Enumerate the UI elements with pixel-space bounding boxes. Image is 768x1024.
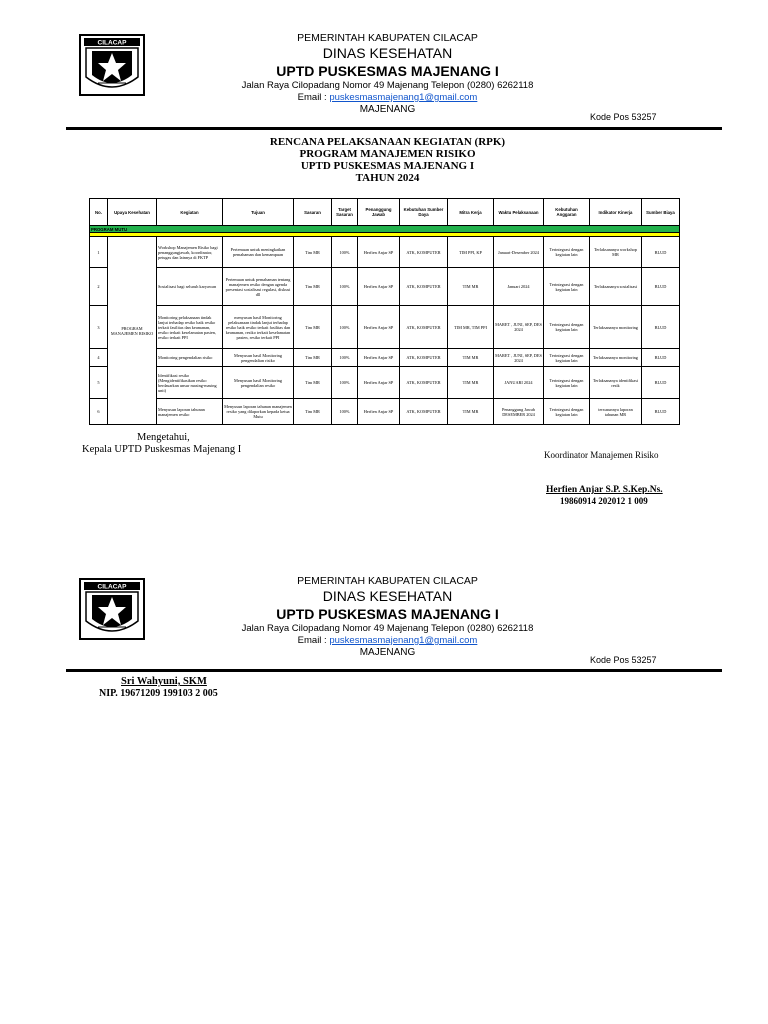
cell-target: 100% (332, 349, 358, 367)
logo-text-2: CILACAP (97, 583, 127, 591)
cell-anggaran: Terintegrasi dengan kegiatan lain (544, 349, 590, 367)
cell-sasaran: Tim MR (294, 349, 332, 367)
letterhead-2 (160, 575, 615, 659)
col-mitra: Mitra Kerja (448, 199, 494, 226)
approval-label: Mengetahui, (137, 432, 190, 443)
col-biaya: Sumber Biaya (642, 199, 680, 226)
org-name-2: UPTD PUSKESMAS MAJENANG I (276, 606, 499, 622)
cell-indikator: Terlaksananya workshop MR (590, 237, 642, 268)
table-row (90, 349, 680, 367)
cell-sumber-daya: ATK, KOMPUTER (400, 367, 448, 399)
col-kegiatan: Kegiatan (157, 199, 223, 226)
program-label: PROGRAM MUTU (90, 226, 680, 233)
cell-pj: Herfien Anjar SP (358, 237, 400, 268)
cell-kegiatan: Sosialisasi bagi seluruh karyawan (157, 268, 223, 306)
postal-code-2: Kode Pos 53257 (590, 655, 657, 665)
city: MAJENANG (359, 104, 416, 115)
cell-indikator: tersusunnya laporan tahunan MR (590, 399, 642, 425)
postal-code: Kode Pos 53257 (590, 112, 657, 122)
cell-no: 3 (90, 306, 108, 349)
head-title: Kepala UPTD Puskesmas Majenang I (82, 444, 242, 455)
cell-target: 100% (332, 306, 358, 349)
cell-biaya: BLUD (642, 237, 680, 268)
cell-sumber-daya: ATK, KOMPUTER (400, 399, 448, 425)
email-label: Email : (297, 92, 330, 103)
cell-target: 100% (332, 268, 358, 306)
cell-indikator: Terlaksananya monitoring (590, 306, 642, 349)
table-row (90, 399, 680, 425)
cell-biaya: BLUD (642, 268, 680, 306)
cell-sasaran: Tim MR (294, 399, 332, 425)
address-2: Jalan Raya Cilopadang Nomor 49 Majenang Telepon (0280) 6262118 (241, 623, 534, 634)
cell-tujuan: Menyusun laporan tahunan manajemen resiko yang dilaporkan kepada ketua Mutu (223, 399, 294, 425)
dept-name-2: DINAS KESEHATAN (322, 588, 453, 604)
cell-sasaran: Tim MR (294, 268, 332, 306)
cell-upaya: PROGRAM MANAJEMEN RISIKO (108, 237, 157, 425)
header-rule-2 (66, 669, 722, 672)
cell-indikator: Terlaksananya monitoring (590, 349, 642, 367)
coordinator-name: Herfien Anjar S.P. S.Kep.Ns. (546, 485, 663, 495)
email-label-2: Email : (297, 635, 330, 646)
cell-sasaran: Tim MR (294, 306, 332, 349)
cell-mitra: TIM MR (448, 399, 494, 425)
cell-anggaran: Terintegrasi dengan kegiatan lain (544, 399, 590, 425)
cell-no: 1 (90, 237, 108, 268)
cell-mitra: TIM MR (448, 268, 494, 306)
cell-anggaran: Terintegrasi dengan kegiatan lain (544, 237, 590, 268)
coordinator-title: Koordinator Manajemen Risiko (544, 450, 659, 460)
title-line-2: PROGRAM MANAJEMEN RISIKO (299, 148, 476, 160)
cilacap-logo-2 (78, 577, 146, 641)
cell-mitra: TIM MR (448, 349, 494, 367)
cell-pj: Herfien Anjar SP (358, 399, 400, 425)
cell-waktu: JANUARI 2024 (494, 367, 544, 399)
cell-indikator: Terlaksananya sosialisasi (590, 268, 642, 306)
cell-no: 2 (90, 268, 108, 306)
cell-mitra: TIM PPI, KP (448, 237, 494, 268)
cilacap-logo (78, 33, 146, 97)
gov-name: PEMERINTAH KABUPATEN CILACAP (297, 32, 478, 44)
cell-biaya: BLUD (642, 349, 680, 367)
header-rule (66, 127, 722, 130)
cell-sasaran: Tim MR (294, 237, 332, 268)
cell-no: 5 (90, 367, 108, 399)
cell-target: 100% (332, 237, 358, 268)
email-link[interactable]: puskesmasmajenang1@gmail.com (329, 92, 478, 103)
cell-sumber-daya: ATK, KOMPUTER (400, 268, 448, 306)
table-row (90, 367, 680, 399)
cell-tujuan: Pertemuan untuk pemahaman tentang manajemen resiko dengan agenda presentasi sosialisasi regulasi, diskusi dll (223, 268, 294, 306)
col-upaya: Upaya Kesehatan (108, 199, 157, 226)
title-line-3: UPTD PUSKESMAS MAJENANG I (300, 160, 475, 172)
cell-anggaran: Terintegrasi dengan kegiatan lain (544, 367, 590, 399)
table-row (90, 237, 680, 268)
cell-waktu: MARET , JUNI, SEP, DES 2024 (494, 349, 544, 367)
email-line (160, 92, 615, 104)
cell-indikator: Terlaksananya identifikasi resik (590, 367, 642, 399)
cell-tujuan: menyusun hasil Monitoring pelaksanaan tindak lanjut terhadap resiko baik resiko terkait fasilitas dan keamanan, resiko terkait keselamatan pasien, resiko terkait PPI (223, 306, 294, 349)
table-row (90, 268, 680, 306)
cell-target: 100% (332, 399, 358, 425)
table-row (90, 306, 680, 349)
cell-tujuan: Pertemuan untuk meningkatkan pemahaman dan kemampuan (223, 237, 294, 268)
cell-no: 4 (90, 349, 108, 367)
logo-text: CILACAP (97, 39, 127, 47)
letterhead (160, 32, 615, 116)
cell-kegiatan: Identifikasi resiko (Mengidentifikasikan resiko berdasarkan unsur masing-masing unit) (157, 367, 223, 399)
cell-sumber-daya: ATK, KOMPUTER (400, 237, 448, 268)
cell-sumber-daya: ATK, KOMPUTER (400, 306, 448, 349)
cell-biaya: BLUD (642, 399, 680, 425)
title-line-1: RENCANA PELAKSANAAN KEGIATAN (RPK) (269, 136, 506, 148)
cell-pj: Herfien Anjar SP (358, 367, 400, 399)
org-name: UPTD PUSKESMAS MAJENANG I (276, 63, 499, 79)
cell-waktu: Januari-Desember 2024 (494, 237, 544, 268)
cell-tujuan: Menyusun hasil Monitoring pengendalian risiko (223, 349, 294, 367)
dept-name: DINAS KESEHATAN (322, 45, 453, 61)
cell-anggaran: Terintegrasi dengan kegiatan lain (544, 268, 590, 306)
cell-kegiatan: Monitoring pengendalian risiko (157, 349, 223, 367)
city-2: MAJENANG (359, 647, 416, 658)
cell-no: 6 (90, 399, 108, 425)
cell-mitra: TIM MR (448, 367, 494, 399)
email-link-2[interactable]: puskesmasmajenang1@gmail.com (329, 635, 478, 646)
cell-waktu: Penanggung Jawab DESEMBER 2024 (494, 399, 544, 425)
cell-waktu: Januari 2024 (494, 268, 544, 306)
email-line-2 (160, 635, 615, 647)
col-sumber-daya: Kebutuhan Sumber Daya (400, 199, 448, 226)
address: Jalan Raya Cilopadang Nomor 49 Majenang Telepon (0280) 6262118 (241, 80, 534, 91)
cell-sumber-daya: ATK, KOMPUTER (400, 349, 448, 367)
rpk-table (89, 198, 680, 425)
gov-name-2: PEMERINTAH KABUPATEN CILACAP (297, 575, 478, 587)
cell-anggaran: Terintegrasi dengan kegiatan lain (544, 306, 590, 349)
cell-biaya: BLUD (642, 306, 680, 349)
col-indikator: Indikator Kinerja (590, 199, 642, 226)
col-tujuan: Tujuan (223, 199, 294, 226)
cell-kegiatan: Monitoring pelaksanaan tindak lanjut terhadap resiko baik resiko terkait fasilitas dan keamanan, resiko terkait keselamatan pasien, resiko terkait PPI (157, 306, 223, 349)
cell-sasaran: Tim MR (294, 367, 332, 399)
head-name: Sri Wahyuni, SKM (121, 676, 207, 687)
col-sasaran: Sasaran (294, 199, 332, 226)
cell-tujuan: Menyusun hasil Monitoring pengendalian resiko (223, 367, 294, 399)
cell-kegiatan: Workshop Manajemen Risiko bagi penanggungjawab, koordinator, petugas dan lainnya di FKTP (157, 237, 223, 268)
cell-pj: Herfien Anjar SP (358, 306, 400, 349)
col-target: Target Sasaran (332, 199, 358, 226)
col-waktu: Waktu Pelaksanaan (494, 199, 544, 226)
document-title (160, 136, 615, 184)
cell-pj: Herfien Anjar SP (358, 268, 400, 306)
table-header-row (90, 199, 680, 226)
title-line-4: TAHUN 2024 (355, 172, 420, 184)
cell-target: 100% (332, 367, 358, 399)
cell-biaya: BLUD (642, 367, 680, 399)
program-row (90, 226, 680, 233)
col-no: No. (90, 199, 108, 226)
head-nip: NIP. 19671209 199103 2 005 (99, 688, 218, 699)
cell-pj: Herfien Anjar SP (358, 349, 400, 367)
coordinator-nip: 19860914 202012 1 009 (560, 496, 648, 506)
cell-kegiatan: Menyusun laporan tahunan manajemen resiko (157, 399, 223, 425)
col-pj: Penanggung Jawab (358, 199, 400, 226)
col-anggaran: Kebutuhan Anggaran (544, 199, 590, 226)
cell-waktu: MARET , JUNI, SEP, DES 2024 (494, 306, 544, 349)
cell-mitra: TIM MR, TIM PPI (448, 306, 494, 349)
